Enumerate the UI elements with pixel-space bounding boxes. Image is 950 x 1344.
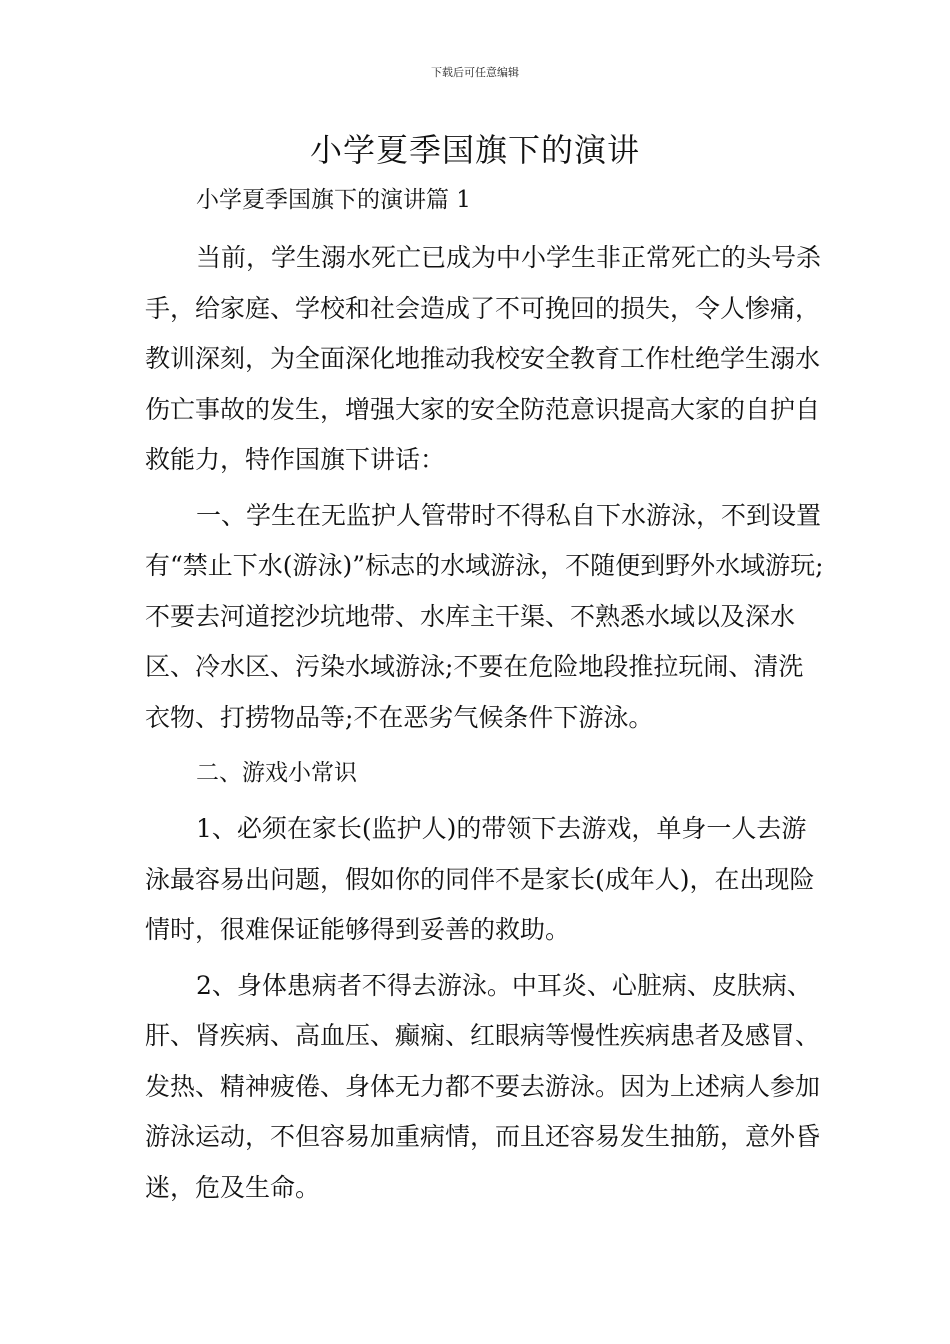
- paragraph-intro: 当前，学生溺水死亡已成为中小学生非正常死亡的头号杀手，给家庭、学校和社会造成了不可挽回的损失，令人惨痛，教训深刻，为全面深化地推动我校安全教育工作杜绝学生溺水伤亡事故的发生，增强大家的安全防范意识提高大家的自护自救能力，特作国旗下讲话：: [145, 243, 822, 474]
- section-heading-tips: 二、游戏小常识: [196, 760, 357, 786]
- section-subtitle: 小学夏季国旗下的演讲篇 1: [196, 187, 471, 213]
- document-body: [145, 180, 825, 1218]
- header-note: 下载后可任意编辑: [431, 66, 519, 79]
- paragraph-tip-one: 1、必须在家长(监护人)的带领下去游戏，单身一人去游泳最容易出问题，假如你的同伴不是家长(成年人)，在出现险情时，很难保证能够得到妥善的救助。: [145, 814, 815, 944]
- paragraph-rule-one: 一、学生在无监护人管带时不得私自下水游泳，不到设置有“禁止下水(游泳)”标志的水域游泳，不随便到野外水域游玩;不要去河道挖沙坑地带、水库主干渠、不熟悉水域以及深水区、冷水区、污染水域游泳;不要在危险地段推拉玩闹、清洗衣物、打捞物品等;不在恶劣气候条件下游泳。: [145, 500, 824, 732]
- paragraph-tip-two: 2、身体患病者不得去游泳。中耳炎、心脏病、皮肤病、肝、肾疾病、高血压、癫痫、红眼病等慢性疾病患者及感冒、发热、精神疲倦、身体无力都不要去游泳。因为上述病人参加游泳运动，不但容易加重病情，而且还容易发生抽筋，意外昏迷，危及生命。: [145, 970, 821, 1202]
- document-title: 小学夏季国旗下的演讲: [309, 131, 640, 169]
